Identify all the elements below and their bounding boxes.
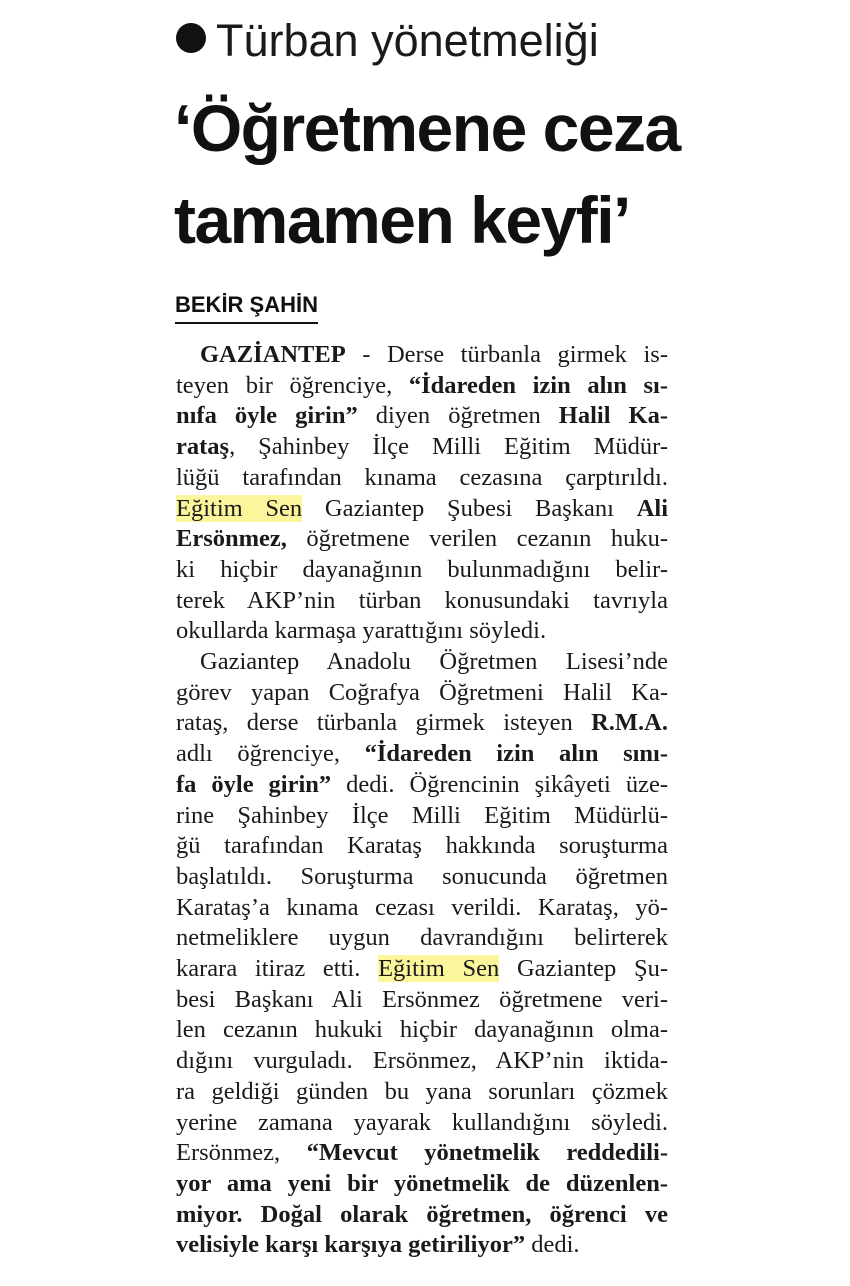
body-line: Eğitim Sen Gaziantep Şubesi Başkanı Ali xyxy=(176,494,669,522)
body-line: adlı öğrenciye, “İdareden izin alın sını- xyxy=(176,740,668,768)
body-line: ki hiçbir dayanağının bulunmadığını belir- xyxy=(176,555,668,583)
body-line: ğü tarafından Karataş hakkında soruşturma xyxy=(176,832,668,860)
highlighted-term: Eğitim Sen xyxy=(176,494,303,522)
body-line: len cezanın hukuki hiçbir dayanağının olma- xyxy=(176,1016,668,1044)
dateline: GAZİANTEP xyxy=(200,341,346,368)
body-line: miyor. Doğal olarak öğretmen, öğrenci ve xyxy=(176,1200,668,1228)
body-line: teyen bir öğrenciye, “İdareden izin alın sı- xyxy=(176,371,668,399)
byline: BEKİR ŞAHİN xyxy=(175,290,318,324)
body-line: terek AKP’nin türban konusundaki tavrıyla xyxy=(176,586,668,614)
body-line: yerine zamana yayarak kullandığını söyledi. xyxy=(176,1108,668,1136)
highlighted-term: Eğitim Sen xyxy=(378,955,500,983)
headline-line-2: tamamen keyfi’ xyxy=(174,183,630,257)
body-line: okullarda karmaşa yarattığını söyledi. xyxy=(176,617,547,645)
body-line: rataş, Şahinbey İlçe Milli Eğitim Müdür- xyxy=(176,433,668,461)
body-line: Karataş’a kınama cezası verildi. Karataş, yö- xyxy=(176,893,668,921)
body-line: velisiyle karşı karşıya getiriliyor” dedi. xyxy=(176,1231,580,1259)
body-line: dığını vurguladı. Ersönmez, AKP’nin iktida- xyxy=(176,1047,668,1075)
body-line: başlatıldı. Soruşturma sonucunda öğretmen xyxy=(176,862,668,890)
bullet-icon xyxy=(176,23,206,53)
body-line: nıfa öyle girin” diyen öğretmen Halil Ka- xyxy=(176,402,669,430)
body-line: netmeliklere uygun davrandığını belirterek xyxy=(176,924,668,952)
body-line: karara itiraz etti. Eğitim Sen Gaziantep Şu- xyxy=(176,955,668,983)
body-line: GAZİANTEP - Derse türbanla girmek is- xyxy=(200,341,668,368)
body-line: Ersönmez, öğretmene verilen cezanın huku- xyxy=(176,525,668,553)
body-line: fa öyle girin” dedi. Öğrencinin şikâyeti üze- xyxy=(176,770,668,798)
kicker-text: Türban yönetmeliği xyxy=(216,15,599,66)
body-line: ra geldiği günden bu yana sorunları çözmek xyxy=(176,1077,668,1105)
kicker xyxy=(176,14,599,68)
body-line: rataş, derse türbanla girmek isteyen R.M.A. xyxy=(176,709,668,737)
body-line: besi Başkanı Ali Ersönmez öğretmene veri- xyxy=(176,985,668,1013)
body-line: görev yapan Coğrafya Öğretmeni Halil Ka- xyxy=(176,678,668,706)
body-line: rine Şahinbey İlçe Milli Eğitim Müdürlü- xyxy=(176,801,668,829)
body-line: Gaziantep Anadolu Öğretmen Lisesi’nde xyxy=(200,648,668,676)
article-body xyxy=(176,340,668,1261)
body-line: lüğü tarafından kınama cezasına çarptırıldı. xyxy=(176,463,668,491)
body-line: yor ama yeni bir yönetmelik de düzenlen- xyxy=(176,1169,668,1197)
body-line: Ersönmez, “Mevcut yönetmelik reddedili- xyxy=(176,1139,669,1167)
headline xyxy=(174,82,844,266)
headline-line-1: ‘Öğretmene ceza xyxy=(174,91,680,165)
